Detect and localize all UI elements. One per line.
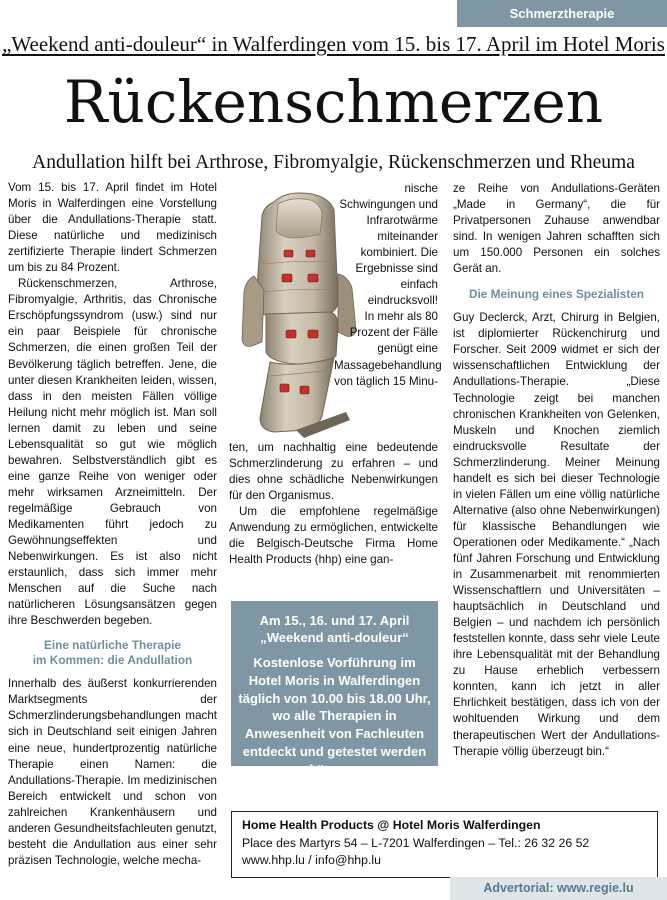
paragraph: Guy Declerck, Arzt, Chirurg in Belgien, ist diplomierter Rückenchirurg und Forscher. Seit 2009 widmet er sich der wissenschaftlichen Entwicklung der Andullations-Therapie. „Diese Technologie zeigt bei manchen chronischen Krankheiten von Gelenken, Muskeln und Knochen ziemlich eindrucksvolle Resultate der Schmerzlinderung. Meiner Meinung handelt es sich bei dieser Technologie in vielen Fällen um eine völlig natürliche Alternative (also ohne Nebenwirkungen) für klassische Behandlungen wie Operationen oder Medikamente.“ „Nach fünf Jahren Forschung und Entwicklung in Zusammenarbeit mit renommierten Wissenschaftlern und Universitäten – hauptsächlich in Deutschland und Belgien – und nachdem ich persönlich feststellen konnte, dass sehr viele Leute ihre Lebensqualität mit der Behandlung zu Hause erheblich verbessern konnten, kann ich jetzt in aller Ehrlichkeit bestätigen, dass ich von der wohltuenden Wirkung und dem therapeutischen Wert der Andullations-Therapie völlig überzeugt bin.“ [453, 311, 660, 758]
paragraph: Um die empfohlene regelmäßige Anwendung zu ermöglichen, entwickelte die Belgisch-Deutsche Firma Home Health Products (hhp) eine gan- [229, 505, 438, 567]
paragraph: In mehr als 80 Prozent der Fälle genügt eine Massagebehandlung von täglich 15 Minu- [334, 310, 442, 388]
promo-line: Am 15., 16. und 17. April [259, 613, 410, 628]
paragraph: Innerhalb des äußerst konkurrierenden Marktsegments der Schmerzlinderungsbehandlungen macht sich in Deutschland seit einigen Jahren eine neue, hundertprozentig natürliche Therapie einen Namen: die Andullations-Therapie. Im medizinischen Bereich entwickelt und schon von zahlreichen Krankenhäusern und anderen Gesundheitsfachleuten genutzt, besteht die Andullation aus einer sehr präzisen Technologie, welche mecha- [8, 677, 217, 867]
subheading-line: Eine natürliche Therapie [43, 638, 181, 653]
contact-title: Home Health Products @ Hotel Moris Walferdingen [242, 818, 541, 832]
paragraph: ten, um nachhaltig eine bedeutende Schmerzlinderung zu erfahren – und dies ohne schädliche Nebenwirkungen für den Organismus. [229, 441, 438, 503]
subheading-line: im Kommen: die Andullation [32, 653, 193, 668]
section-tag: Schmerztherapie [457, 0, 667, 27]
promo-box [231, 601, 438, 777]
promo-line: „Weekend anti-douleur“ [260, 630, 409, 645]
subheading-specialist: Die Meinung eines Spezialisten [468, 287, 645, 302]
paragraph: Rückenschmerzen, Arthrose, Fibromyalgie, Arthritis, das Chronische Erschöpfungssyndrom (usw.) sind nur ein paar Beispiele für chronische Schmerzen, die einen großen Teil der Bevölkerung täglich betreffen. Jene, die unter diesen Krankheiten leiden, wissen, dass in den meisten Fällen völlige Heilung nicht mehr möglich ist. Man soll lernen damit zu leben und seine Lebensqualität so gut wie möglich bewahren. Selbstverständlich gibt es eine ganze Reihe von weniger oder mehr wirksamen Arzneimitteln. Der regelmäßige Gebrauch von Medikamenten führt jedoch zu Gewöhnungseffekten und Nebenwirkungen. Es ist also nicht erstaunlich, dass sich immer mehr Menschen auf die Suche nach natürlicheren Lösungsansätzen gegen ihre Beschwerden begeben. [8, 277, 217, 628]
contact-address: Place des Martyrs 54 – L-7201 Walferdingen – Tel.: 26 32 26 52 [242, 835, 590, 850]
contact-web-link[interactable]: www.hhp.lu / info@hhp.lu [242, 853, 381, 867]
promo-body: Kostenlose Vorführung im Hotel Moris in Walferdingen täglich von 10.00 bis 18.00 Uhr, wo alle Therapien in Anwesenheit von Fachleuten entdeckt und getestet werden können. [238, 655, 431, 777]
advertorial-footer[interactable]: Advertorial: www.regie.lu [450, 877, 667, 900]
paragraph: Vom 15. bis 17. April findet im Hotel Moris in Walferdingen eine Vorstellung über die Andullations-Therapie statt. Diese natürliche und medizinisch zertifizierte Therapie lindert Schmerzen um bis zu 84 Prozent. [8, 181, 217, 275]
headline: Rückenschmerzen [63, 68, 604, 136]
contact-box [231, 811, 658, 878]
article-column-3 [453, 181, 660, 760]
kicker-line [0, 30, 667, 58]
paragraph: ze Reihe von Andullations-Geräten „Made in Germany“, die für Privatpersonen Zuhause anwendbar sind. In wenigen Jahren schafften sich um 150.000 Personen ein solches Gerät an. [453, 182, 660, 276]
article-column-1 [8, 180, 217, 869]
paragraph: nische Schwingungen und Infrarotwärme miteinander kombiniert. Die Ergebnisse sind einfach eindrucksvoll! [339, 182, 438, 308]
kicker-text: „Weekend anti-douleur“ in Walferdingen vom 15. bis 17. April im Hotel Moris [2, 32, 665, 56]
article-column-2-narrow [334, 181, 442, 390]
subheadline: Andullation hilft bei Arthrose, Fibromyalgie, Rückenschmerzen und Rheuma [32, 152, 635, 173]
promo-dates [231, 612, 438, 646]
subheading-andullation [8, 638, 217, 668]
article-column-2 [229, 440, 438, 568]
